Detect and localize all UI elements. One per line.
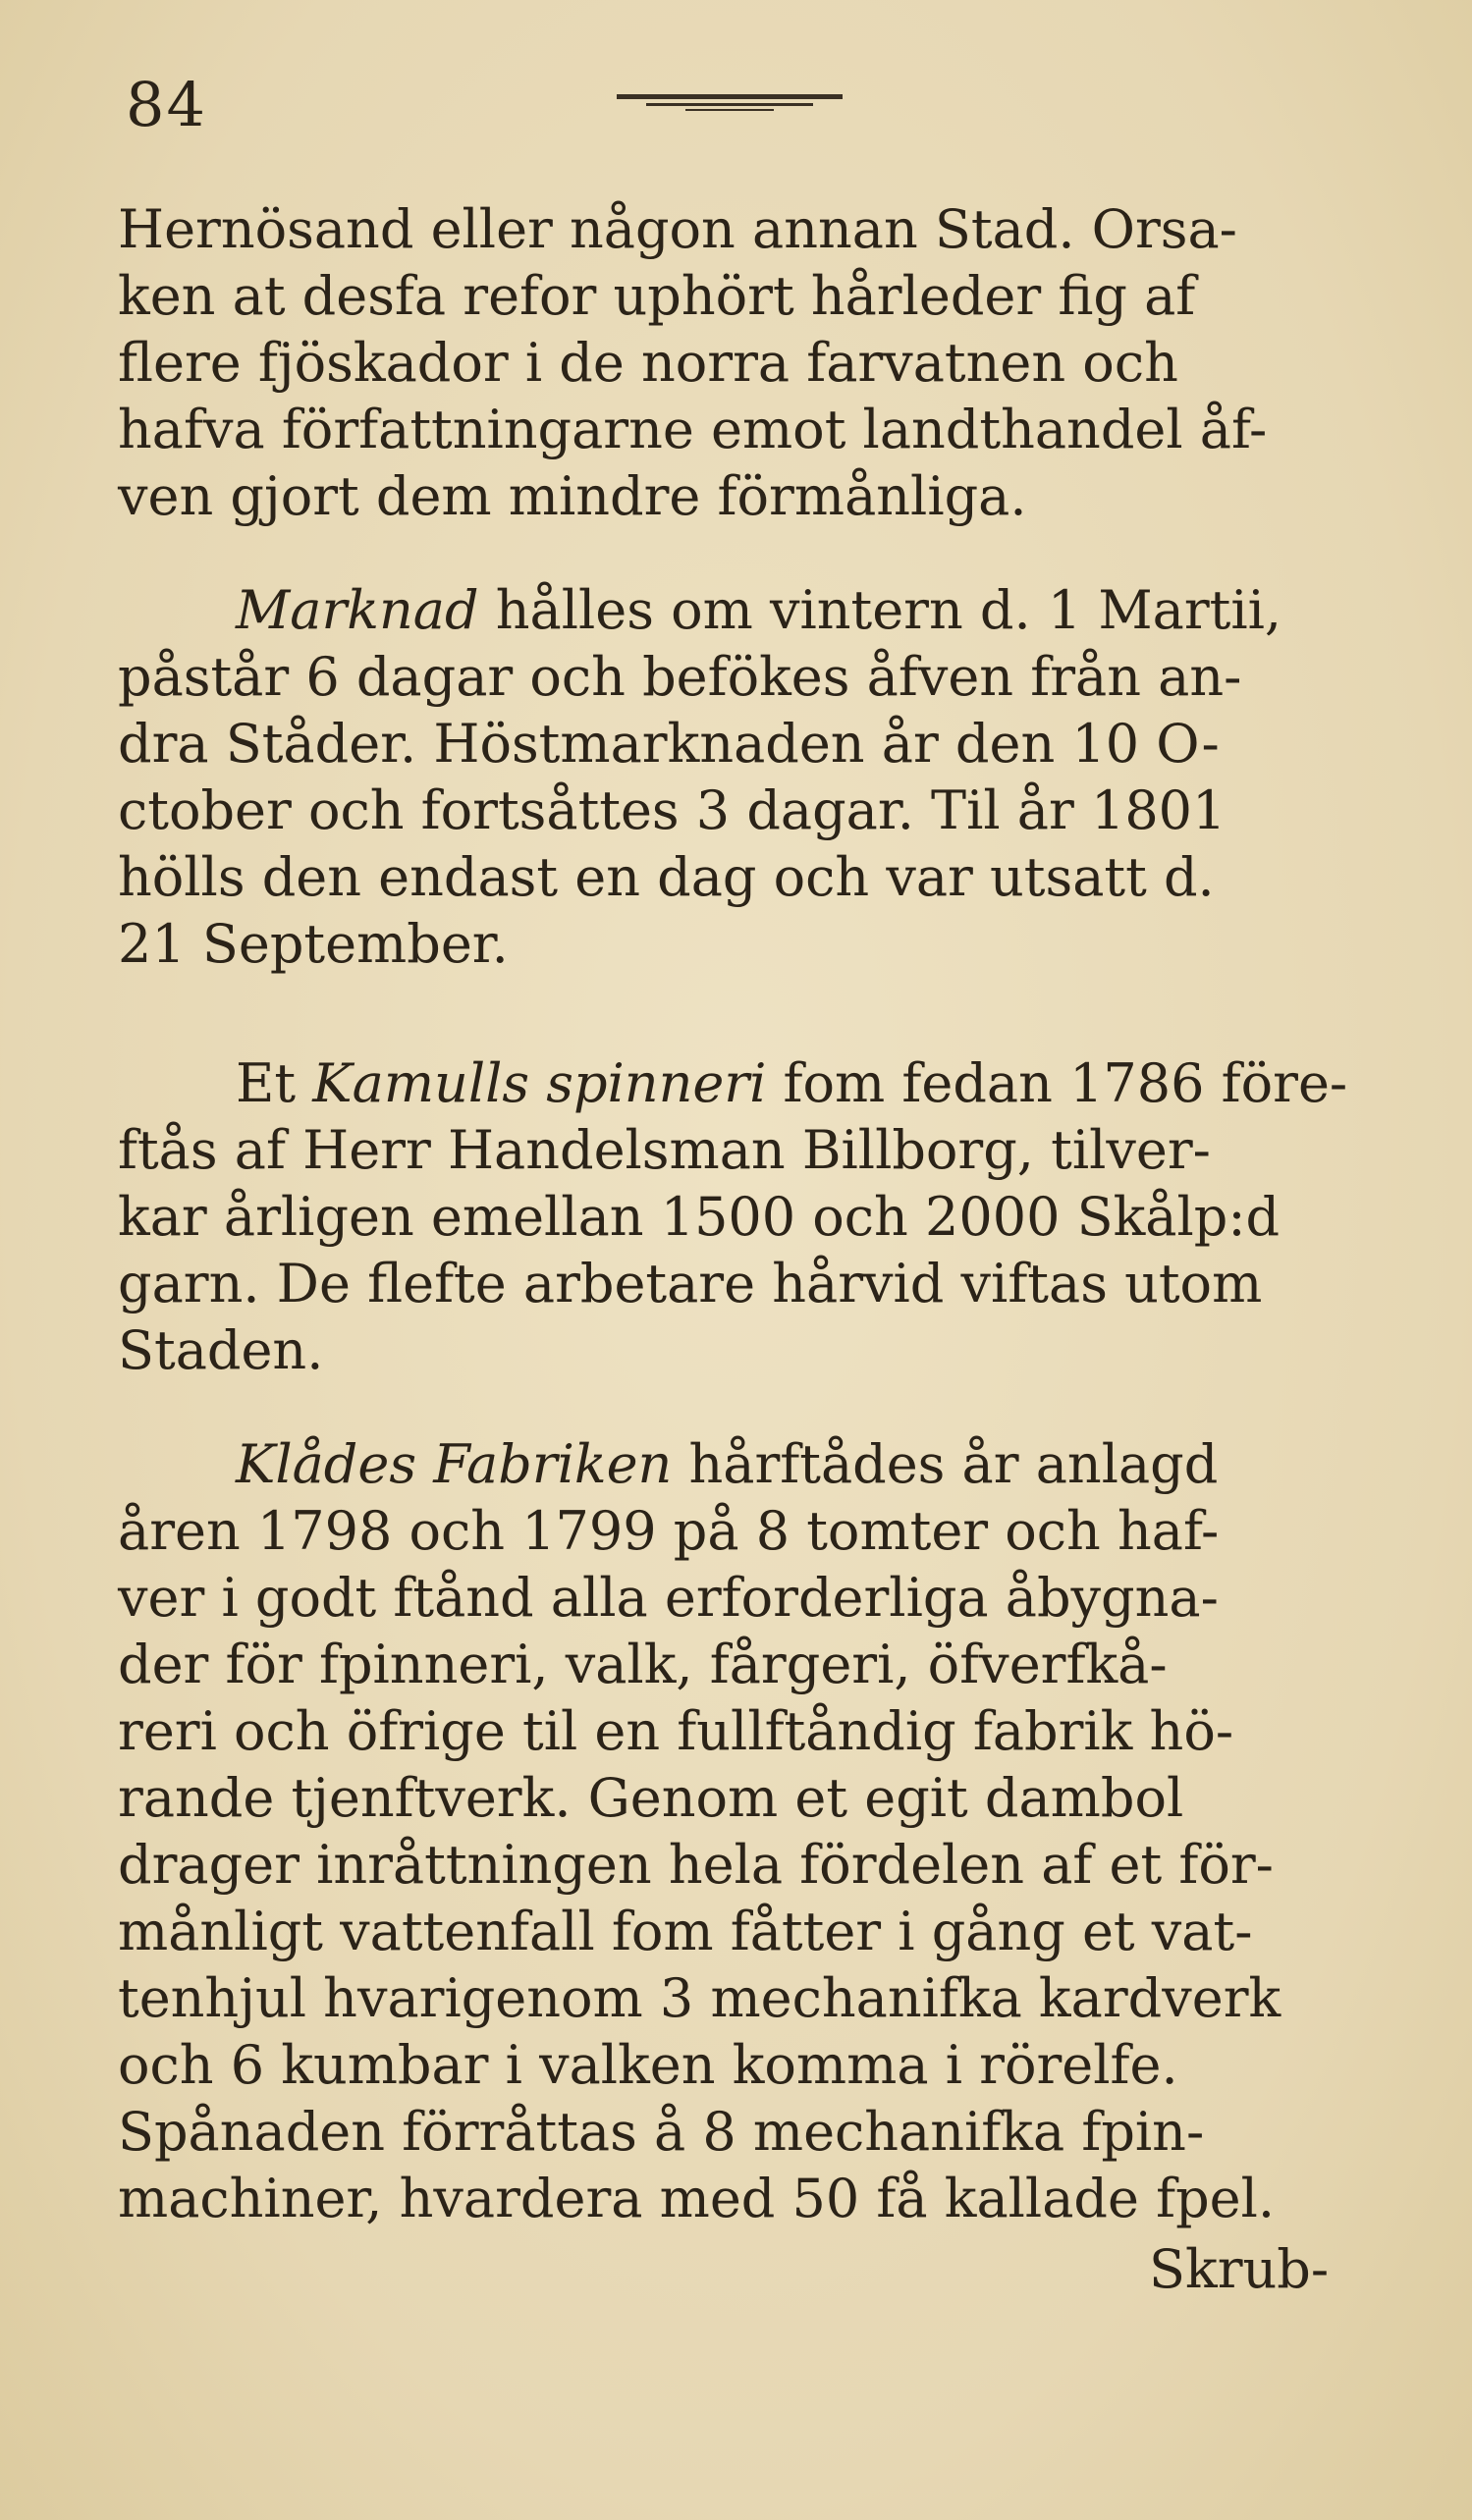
text-line: hafva författningarne emot landthandel åf-	[118, 399, 1268, 460]
text-line: hölls den endast en dag och var utsatt d.	[118, 846, 1215, 908]
italic-keyword: Klådes Fabriken	[236, 1433, 673, 1495]
text-line: kar årligen emellan 1500 och 2000 Skålp:d	[118, 1186, 1281, 1248]
text-line: påstår 6 dagar och befökes åfven från an-	[118, 646, 1242, 708]
text-line: ken at desfa refor uphört hårleder fig af	[118, 265, 1196, 327]
paragraph-lead-line	[118, 577, 1355, 644]
italic-keyword: Marknad	[236, 579, 479, 641]
lead-text: fom fedan 1786 före-	[766, 1052, 1348, 1114]
paragraph-1	[118, 196, 1355, 530]
text-line: reri och öfrige til en fullftåndig fabrik hö-	[118, 1700, 1234, 1762]
text-line: Spånaden förråttas å 8 mechanifka fpin-	[118, 2101, 1205, 2163]
paragraph-3	[118, 1050, 1355, 1384]
text-line: åren 1798 och 1799 på 8 tomter och haf-	[118, 1500, 1220, 1562]
text-line: tenhjul hvarigenom 3 mechanifka kardverk	[118, 1967, 1281, 2029]
italic-keyword: Kamulls spinneri	[312, 1052, 767, 1114]
paragraph-lead-line	[118, 1431, 1355, 1498]
paragraph-2	[118, 577, 1355, 978]
text-line: dra Ståder. Höstmarknaden år den 10 O-	[118, 713, 1220, 775]
text-line: ftås af Herr Handelsman Billborg, tilver-	[118, 1119, 1211, 1181]
text-line: och 6 kumbar i valken komma i rörelfe.	[118, 2034, 1178, 2096]
text-line: Staden.	[118, 1319, 324, 1381]
text-line: drager inråttningen hela fördelen af et för-	[118, 1834, 1274, 1896]
page-number: 84	[126, 69, 207, 140]
text-line: 21 September.	[118, 913, 509, 975]
text-line: ven gjort dem mindre förmånliga.	[118, 465, 1027, 527]
text-line: rande tjenftverk. Genom et egit dambol	[118, 1767, 1184, 1829]
lead-text: hårftådes år anlagd	[672, 1433, 1219, 1495]
paragraph-lead-line	[118, 1050, 1355, 1117]
text-line: Hernösand eller någon annan Stad. Orsa-	[118, 198, 1237, 260]
text-line: månligt vattenfall fom fåtter i gång et vat-	[118, 1901, 1253, 1962]
text-line: flere fjöskador i de norra farvatnen och	[118, 332, 1178, 394]
lead-text: hålles om vintern d. 1 Martii,	[478, 579, 1282, 641]
text-line: garn. De flefte arbetare hårvid viftas utom	[118, 1253, 1263, 1314]
lead-plain: Et	[236, 1052, 313, 1114]
header-ornament-rule	[617, 94, 843, 112]
catchword: Skrub-	[1149, 2238, 1330, 2300]
text-line: der för fpinneri, valk, fårgeri, öfverfkå-	[118, 1634, 1168, 1695]
text-line: machiner, hvardera med 50 få kallade fpel.	[118, 2168, 1276, 2229]
text-line: ctober och fortsåttes 3 dagar. Til år 1801	[118, 779, 1227, 841]
text-line: ver i godt ftånd alla erforderliga åbygna-	[118, 1567, 1219, 1629]
paragraph-4	[118, 1431, 1355, 2232]
